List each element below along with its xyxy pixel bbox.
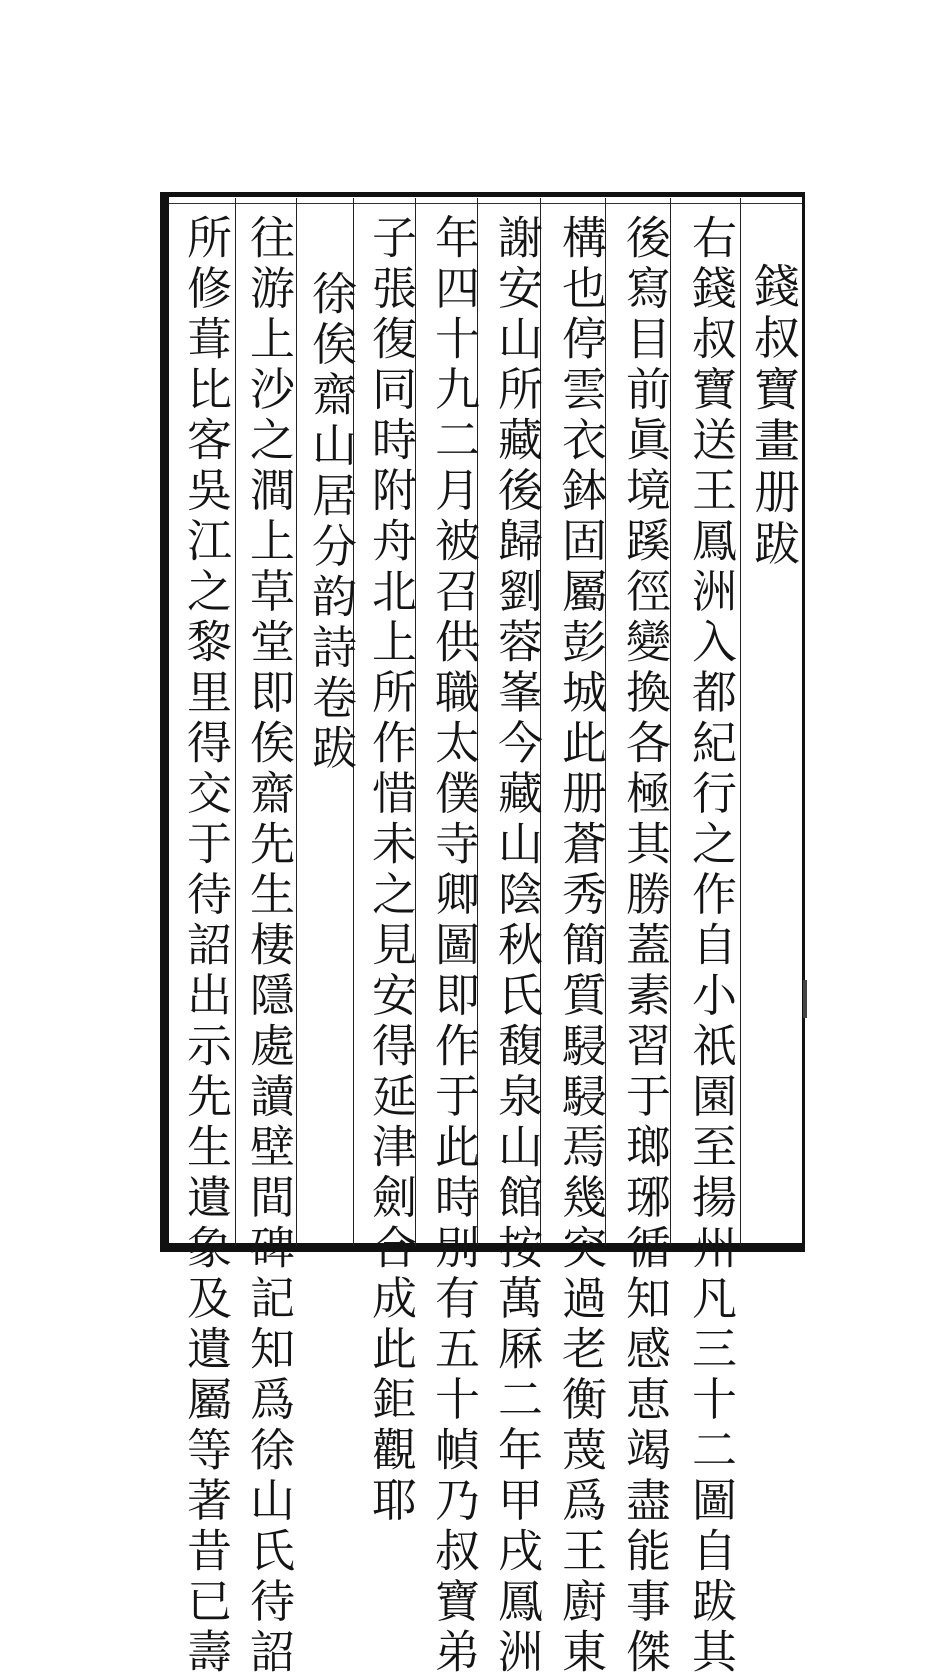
text-column-9: 所修葺比客吳江之黎里得交于待詔出示先生遺象及遺屬等著昔已壽 <box>179 214 232 1679</box>
text-column-4: 謝安山所藏後歸劉蓉峯今藏山陰秋氏馥泉山館按萬厤二年甲戌鳳洲 <box>490 214 543 1679</box>
section-heading: 徐俟齋山居分韵詩卷跋 <box>304 270 357 775</box>
text-column-2: 後寫目前眞境蹊徑變換各極其勝蓋素習于瑯琊循知感恵竭盡能事傑 <box>618 214 671 1679</box>
column-divider <box>235 198 236 1246</box>
page-title: 錢叔寶畫册跋 <box>747 262 801 571</box>
text-column-3: 構也停雲衣鉢固屬彭城此册蒼秀簡質駸駸焉幾突過老衡蔑爲王廚東 <box>554 214 607 1679</box>
text-column-1: 右錢叔寶送王鳳洲入都紀行之作自小祇園至揚州凡三十二圖自跋其 <box>684 214 737 1679</box>
text-column-5: 年四十九二月被召供職太僕寺卿圖即作于此時別有五十幀乃叔寶弟 <box>427 214 480 1679</box>
column-divider <box>296 198 297 1246</box>
text-column-8: 往游上沙之澗上草堂即俟齋先生棲隱處讀壁間碑記知爲徐山氏待詔 <box>242 214 295 1679</box>
margin-ink-mark <box>803 980 807 1018</box>
column-divider <box>740 198 741 1246</box>
text-column-6: 子張復同時附舟北上所作惜未之見安得延津劍合成此鉅觀耶 <box>364 214 417 1527</box>
